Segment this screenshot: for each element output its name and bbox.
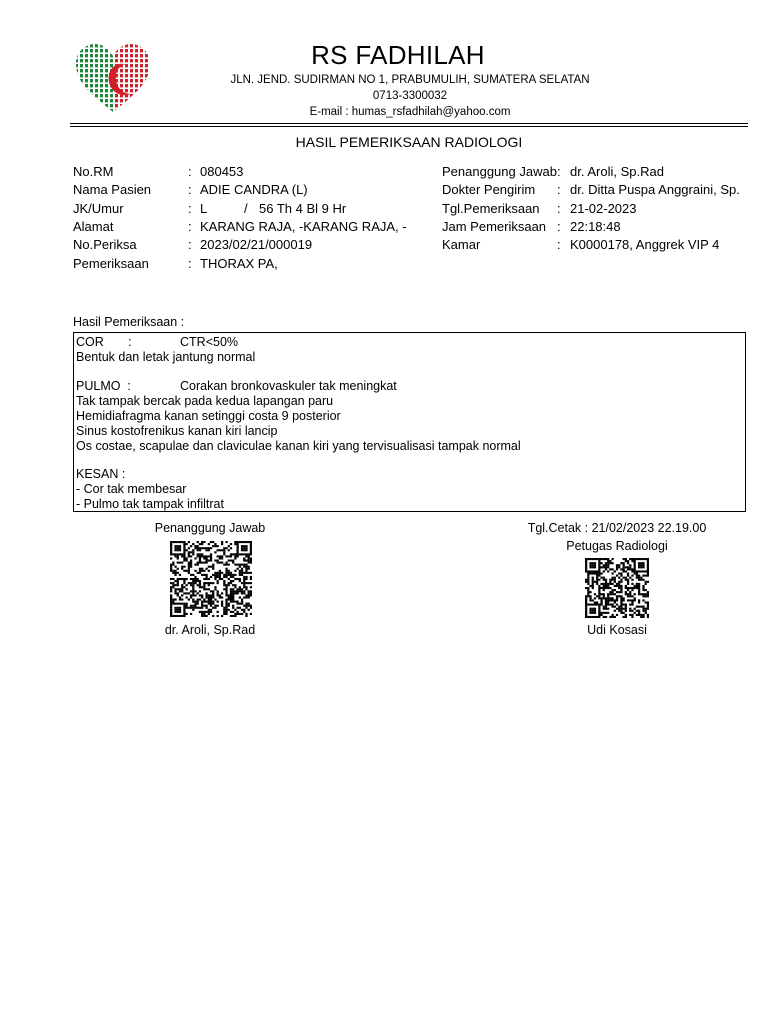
hospital-email: E-mail : humas_rsfadhilah@yahoo.com — [309, 106, 511, 118]
cor-description: Bentuk dan letak jantung normal — [76, 350, 256, 364]
qr-code-icon — [170, 541, 252, 617]
result-label: Hasil Pemeriksaan : — [73, 315, 185, 329]
address-value: KARANG RAJA, -KARANG RAJA, - — [200, 219, 407, 234]
left-signature-title: Penanggung Jawab — [154, 521, 266, 535]
address-label: Alamat — [73, 219, 114, 234]
right-signature-title: Petugas Radiologi — [566, 539, 668, 553]
exam-time-label: Jam Pemeriksaan — [442, 219, 547, 234]
colon: : — [188, 219, 192, 234]
exam-number-label: No.Periksa — [73, 237, 137, 252]
exam-number-value: 2023/02/21/000019 — [200, 237, 313, 252]
result-line: Os costae, scapulae dan claviculae kanan kiri yang tervisualisasi tampak normal — [76, 439, 521, 453]
room-value: K0000178, Anggrek VIP 4 — [570, 237, 720, 252]
colon: : — [188, 256, 192, 271]
colon: : — [557, 201, 561, 216]
print-date: Tgl.Cetak : 21/02/2023 22.19.00 — [527, 521, 707, 535]
kesan-item: - Cor tak membesar — [76, 482, 187, 496]
room-label: Kamar — [442, 237, 481, 252]
colon: : — [188, 237, 192, 252]
colon: : — [557, 237, 561, 252]
header-divider-thick — [70, 126, 748, 127]
age-value: 56 Th 4 Bl 9 Hr — [259, 201, 347, 216]
no-rm-label: No.RM — [73, 164, 114, 179]
cor-label: COR : — [76, 335, 132, 349]
result-line: Sinus kostofrenikus kanan kiri lancip — [76, 424, 278, 438]
patient-name-label: Nama Pasien — [73, 182, 152, 197]
colon: : — [557, 182, 561, 197]
colon: : — [188, 201, 192, 216]
cor-value: CTR<50% — [180, 335, 239, 349]
patient-name-value: ADIE CANDRA (L) — [200, 182, 308, 197]
colon: : — [557, 164, 561, 179]
colon: : — [188, 182, 192, 197]
exam-time-value: 22:18:48 — [570, 219, 621, 234]
exam-date-value: 21-02-2023 — [570, 201, 637, 216]
hospital-address: JLN. JEND. SUDIRMAN NO 1, PRABUMULIH, SUMATERA SELATAN — [230, 74, 590, 86]
qr-code-icon — [585, 558, 649, 618]
result-line: Hemidiafragma kanan setinggi costa 9 posterior — [76, 409, 341, 423]
header-divider — [70, 123, 748, 124]
hospital-name: RS FADHILAH — [311, 40, 485, 70]
exam-date-label: Tgl.Pemeriksaan — [442, 201, 540, 216]
document-title: HASIL PEMERIKSAAN RADIOLOGI — [295, 134, 523, 150]
kesan-label: KESAN : — [76, 467, 126, 481]
pulmo-value: Corakan bronkovaskuler tak meningkat — [180, 379, 397, 393]
pulmo-label: PULMO : — [76, 379, 131, 393]
right-signature-name: Udi Kosasi — [587, 623, 647, 637]
no-rm-value: 080453 — [200, 164, 244, 179]
gender-age-separator: / — [244, 201, 248, 216]
referring-doctor-value: dr. Ditta Puspa Anggraini, Sp. — [570, 182, 740, 197]
gender-value: L — [200, 201, 208, 216]
responsible-doctor-value: dr. Aroli, Sp.Rad — [570, 164, 664, 179]
exam-type-label: Pemeriksaan — [73, 256, 149, 271]
gender-age-label: JK/Umur — [73, 201, 124, 216]
colon: : — [557, 219, 561, 234]
exam-type-value: THORAX PA, — [200, 256, 278, 271]
referring-doctor-label: Dokter Pengirim — [442, 182, 536, 197]
kesan-item: - Pulmo tak tampak infiltrat — [76, 497, 224, 511]
hospital-phone: 0713-3300032 — [372, 90, 448, 102]
result-line: Tak tampak bercak pada kedua lapangan paru — [76, 394, 334, 408]
colon: : — [188, 164, 192, 179]
left-signature-name: dr. Aroli, Sp.Rad — [164, 623, 256, 637]
responsible-doctor-label: Penanggung Jawab — [442, 164, 557, 179]
